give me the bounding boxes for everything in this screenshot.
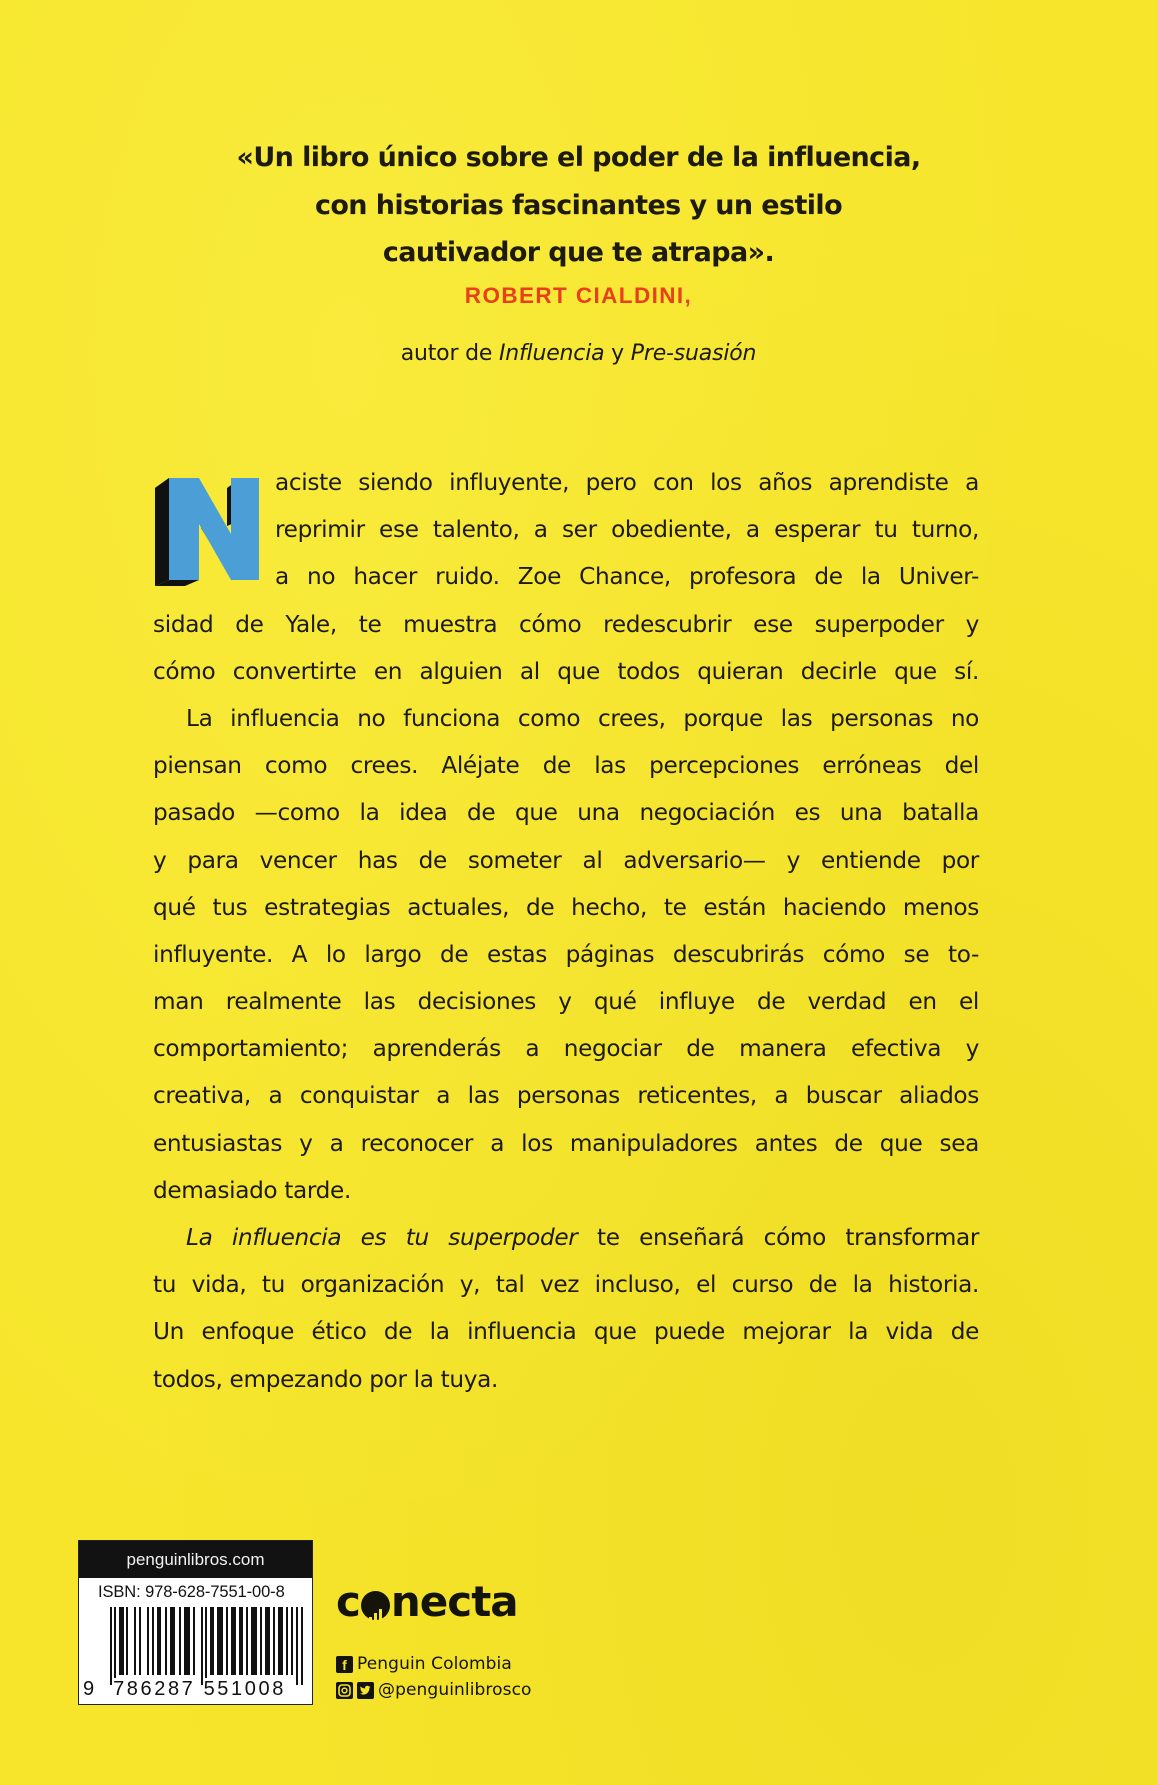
quote-author-name: ROBERT CIALDINI, bbox=[464, 283, 693, 308]
body-line: pasado —como la idea de que una negociación es una batalla bbox=[153, 799, 979, 827]
credit-joiner: y bbox=[604, 341, 631, 366]
body-line: qué tus estrategias actuales, de hecho, te están haciendo menos bbox=[153, 893, 979, 921]
isbn-number: ISBN: 978-628-7551-00-8 bbox=[98, 1583, 285, 1601]
credit-book-2: Pre-suasión bbox=[630, 341, 757, 366]
quote-line: «Un libro único sobre el poder de la influencia, bbox=[236, 142, 921, 173]
body-line: creativa, a conquistar a las personas reticentes, a buscar aliados bbox=[153, 1082, 979, 1110]
body-line: influyente. A lo largo de estas páginas descubrirás cómo se to- bbox=[153, 940, 979, 968]
body-line: demasiado tarde. bbox=[153, 1176, 351, 1204]
book-title-italic: La influencia es tu superpoder bbox=[186, 1224, 578, 1251]
body-line: y para vencer has de someter al adversario— y entiende por bbox=[153, 846, 979, 874]
logo-text-post: necta bbox=[390, 1577, 518, 1626]
barcode-digit-first: 9 bbox=[83, 1678, 97, 1700]
body-line: aciste siendo influyente, pero con los años aprendiste a bbox=[275, 469, 979, 496]
body-line-title bbox=[153, 1214, 979, 1261]
quote-line: con historias fascinantes y un estilo bbox=[314, 189, 843, 221]
body-line: Un enfoque ético de la influencia que puede mejorar la vida de bbox=[153, 1318, 979, 1346]
quote-line: cautivador que te atrapa». bbox=[382, 237, 775, 268]
body-line: todos, empezando por la tuya. bbox=[153, 1365, 498, 1393]
instagram-twitter-link[interactable] bbox=[336, 1680, 532, 1700]
body-line: sidad de Yale, te muestra cómo redescubrir ese superpoder y bbox=[153, 610, 979, 638]
publisher-website: penguinlibros.com bbox=[79, 1541, 312, 1578]
quote-author-credit bbox=[0, 341, 1157, 366]
body-line: cómo convertirte en alguien al que todos quieran decirle que sí. bbox=[153, 657, 979, 685]
credit-prefix: autor de bbox=[400, 341, 499, 366]
body-line: reprimir ese talento, a ser obediente, a esperar tu turno, bbox=[275, 516, 979, 544]
back-cover-synopsis bbox=[153, 459, 979, 1403]
body-line: entusiastas y a reconocer a los manipuladores antes de que sea bbox=[153, 1129, 979, 1157]
body-line: piensan como crees. Aléjate de las percepciones erróneas del bbox=[153, 752, 979, 780]
signal-bars-icon bbox=[361, 1591, 390, 1620]
facebook-icon: f bbox=[336, 1656, 353, 1673]
facebook-link[interactable] bbox=[336, 1654, 512, 1674]
facebook-label: Penguin Colombia bbox=[357, 1654, 512, 1674]
cover-quote bbox=[0, 134, 1157, 277]
social-handle: @penguinlibrosco bbox=[378, 1680, 532, 1700]
conecta-logo bbox=[336, 1577, 518, 1627]
twitter-icon bbox=[357, 1682, 374, 1699]
barcode-bars-icon bbox=[110, 1607, 308, 1685]
body-line: comportamiento; aprenderás a negociar de manera efectiva y bbox=[153, 1035, 979, 1063]
body-line-rest: te enseñará cómo transformar bbox=[596, 1224, 979, 1251]
body-line: tu vida, tu organización y, tal vez incluso, el curso de la historia. bbox=[153, 1271, 979, 1299]
body-line: a no hacer ruido. Zoe Chance, profesora de la Univer- bbox=[275, 563, 979, 591]
credit-book-1: Influencia bbox=[498, 341, 605, 366]
body-line: man realmente las decisiones y qué influye de verdad en el bbox=[153, 988, 979, 1016]
instagram-icon bbox=[336, 1682, 353, 1699]
isbn-barcode bbox=[78, 1540, 313, 1705]
body-line: La influencia no funciona como crees, porque las personas no bbox=[186, 704, 979, 732]
logo-text-pre: c bbox=[336, 1577, 360, 1626]
barcode-digits-right: 551008 bbox=[203, 1678, 286, 1700]
barcode-digits-left: 786287 bbox=[113, 1678, 196, 1700]
barcode-digits bbox=[83, 1678, 311, 1701]
